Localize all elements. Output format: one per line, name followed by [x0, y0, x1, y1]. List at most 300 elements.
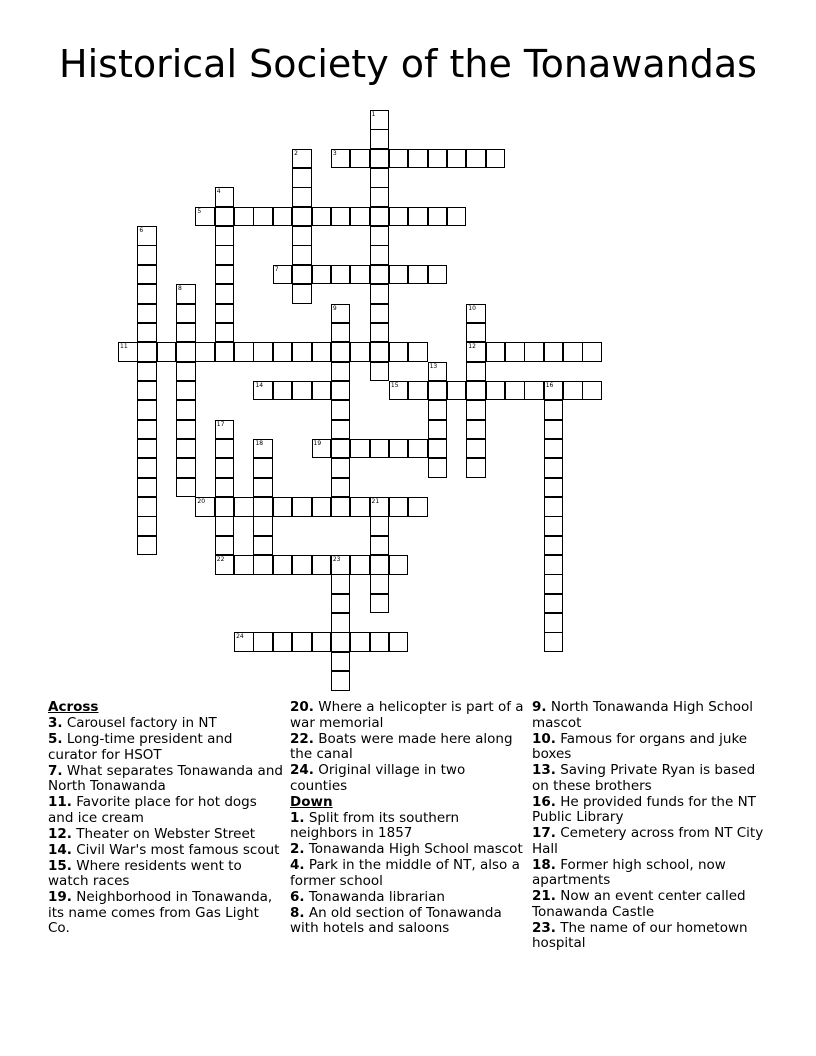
grid-cell[interactable]	[253, 555, 273, 575]
grid-cell[interactable]	[195, 207, 215, 227]
across-clue	[48, 890, 284, 937]
clue-number: 17.	[532, 825, 556, 841]
clue-number: 14.	[48, 841, 72, 858]
clues-column-1	[48, 700, 284, 937]
across-clue	[290, 763, 526, 794]
grid-cell[interactable]	[389, 632, 409, 652]
cell-number: 9	[332, 304, 337, 312]
grid-cell[interactable]	[292, 187, 312, 207]
grid-cell[interactable]	[234, 632, 254, 652]
grid-cell[interactable]	[486, 149, 506, 169]
grid-cell[interactable]	[215, 439, 235, 459]
down-clue	[532, 858, 768, 889]
grid-cell[interactable]	[370, 536, 390, 556]
grid-cell[interactable]	[370, 129, 390, 149]
grid-cell[interactable]	[544, 458, 564, 478]
cell-number: 7	[274, 265, 279, 273]
grid-cell[interactable]	[370, 149, 390, 169]
grid-cell[interactable]	[544, 497, 564, 517]
grid-cell[interactable]	[137, 265, 157, 285]
clue-text: Neighborhood in Tonawanda, its name comes from Gas Light Co.	[48, 889, 273, 936]
grid-cell[interactable]	[486, 342, 506, 362]
grid-cell[interactable]	[176, 323, 196, 343]
grid-cell[interactable]	[273, 207, 293, 227]
grid-cell[interactable]	[253, 458, 273, 478]
grid-cell[interactable]	[350, 265, 370, 285]
grid-cell[interactable]	[505, 381, 525, 401]
down-heading: Down	[290, 793, 333, 810]
grid-cell[interactable]	[544, 516, 564, 536]
grid-cell[interactable]	[370, 516, 390, 536]
grid-cell[interactable]	[408, 497, 428, 517]
grid-cell[interactable]	[137, 245, 157, 265]
clue-number: 10.	[532, 730, 556, 747]
cell-number: 14	[255, 381, 264, 389]
grid-cell[interactable]	[176, 420, 196, 440]
grid-cell[interactable]	[176, 362, 196, 382]
grid-cell[interactable]	[137, 478, 157, 498]
down-clue	[532, 700, 768, 731]
grid-cell[interactable]	[447, 149, 467, 169]
cell-number: 17	[216, 420, 225, 428]
down-clue	[532, 795, 768, 826]
grid-cell[interactable]	[466, 400, 486, 420]
grid-cell[interactable]	[544, 536, 564, 556]
across-clue	[48, 827, 284, 843]
across-clue	[48, 764, 284, 795]
clues-column-2	[290, 700, 526, 937]
grid-cell[interactable]	[466, 381, 486, 401]
grid-cell[interactable]	[331, 304, 351, 324]
grid-cell[interactable]	[215, 304, 235, 324]
cell-number: 5	[197, 207, 202, 215]
grid-cell[interactable]	[331, 574, 351, 594]
down-clue	[290, 858, 526, 889]
grid-cell[interactable]	[350, 342, 370, 362]
grid-cell[interactable]	[370, 284, 390, 304]
grid-cell[interactable]	[292, 342, 312, 362]
clue-number: 8.	[290, 904, 305, 921]
grid-cell[interactable]	[370, 168, 390, 188]
grid-cell[interactable]	[331, 652, 351, 672]
clue-number: 1.	[290, 809, 305, 826]
grid-cell[interactable]	[428, 439, 448, 459]
grid-cell[interactable]	[215, 516, 235, 536]
grid-cell[interactable]	[234, 497, 254, 517]
cell-number: 12	[468, 343, 476, 351]
cell-number: 21	[371, 498, 380, 505]
clue-number: 16.	[532, 793, 556, 810]
grid-cell[interactable]	[370, 323, 390, 343]
grid-cell[interactable]	[370, 362, 390, 382]
grid-cell[interactable]	[253, 536, 273, 556]
grid-cell[interactable]	[331, 555, 351, 575]
grid-cell[interactable]	[350, 497, 370, 517]
across-clue	[48, 843, 284, 859]
across-heading: Across	[48, 699, 99, 715]
clue-text: Where a helicopter is part of a war memorial	[290, 699, 524, 731]
down-clue	[532, 921, 768, 952]
grid-cell[interactable]	[447, 381, 467, 401]
grid-cell[interactable]	[544, 381, 564, 401]
grid-cell[interactable]	[137, 497, 157, 517]
grid-cell[interactable]	[176, 284, 196, 304]
cell-number: 4	[216, 188, 221, 196]
grid-cell[interactable]	[466, 323, 486, 343]
grid-cell[interactable]	[215, 342, 235, 362]
clue-text: Boats were made here along the canal	[290, 730, 513, 762]
grid-cell[interactable]	[582, 342, 602, 362]
grid-cell[interactable]	[389, 207, 409, 227]
grid-cell[interactable]	[215, 536, 235, 556]
grid-cell[interactable]	[389, 149, 409, 169]
grid-cell[interactable]	[389, 265, 409, 285]
grid-cell[interactable]	[195, 497, 215, 517]
clue-text: Where residents went to watch races	[48, 857, 242, 889]
grid-cell[interactable]	[137, 420, 157, 440]
grid-cell[interactable]	[137, 362, 157, 382]
grid-cell[interactable]	[253, 632, 273, 652]
grid-cell[interactable]	[544, 420, 564, 440]
grid-cell[interactable]	[273, 497, 293, 517]
cell-number: 18	[255, 439, 264, 447]
grid-cell[interactable]	[234, 207, 254, 227]
grid-cell[interactable]	[215, 555, 235, 575]
cell-number: 2	[294, 149, 298, 157]
clue-text: Tonawanda High School mascot	[308, 841, 523, 857]
grid-cell[interactable]	[389, 555, 409, 575]
grid-cell[interactable]	[428, 381, 448, 401]
grid-cell[interactable]	[292, 381, 312, 401]
grid-cell[interactable]	[176, 478, 196, 498]
grid-cell[interactable]	[331, 400, 351, 420]
grid-cell[interactable]	[466, 149, 486, 169]
grid-cell[interactable]	[331, 323, 351, 343]
clue-number: 9.	[532, 699, 547, 715]
grid-cell[interactable]	[331, 420, 351, 440]
grid-cell[interactable]	[563, 342, 583, 362]
clue-number: 2.	[290, 841, 305, 857]
grid-cell[interactable]	[466, 420, 486, 440]
grid-cell[interactable]	[118, 342, 138, 362]
grid-cell[interactable]	[331, 207, 351, 227]
grid-cell[interactable]	[292, 265, 312, 285]
grid-cell[interactable]	[408, 207, 428, 227]
grid-cell[interactable]	[292, 245, 312, 265]
grid-cell[interactable]	[215, 284, 235, 304]
grid-cell[interactable]	[544, 632, 564, 652]
grid-cell[interactable]	[408, 381, 428, 401]
grid-cell[interactable]	[253, 381, 273, 401]
cell-number: 3	[332, 149, 337, 157]
grid-cell[interactable]	[370, 632, 390, 652]
grid-cell[interactable]	[215, 458, 235, 478]
grid-cell[interactable]	[215, 420, 235, 440]
grid-cell[interactable]	[331, 497, 351, 517]
grid-cell[interactable]	[466, 439, 486, 459]
grid-cell[interactable]	[137, 381, 157, 401]
grid-cell[interactable]	[215, 497, 235, 517]
grid-cell[interactable]	[370, 574, 390, 594]
grid-cell[interactable]	[389, 439, 409, 459]
grid-cell[interactable]	[312, 439, 332, 459]
grid-cell[interactable]	[544, 594, 564, 614]
grid-cell[interactable]	[466, 362, 486, 382]
grid-cell[interactable]	[370, 265, 390, 285]
grid-cell[interactable]	[273, 342, 293, 362]
clue-text: Favorite place for hot dogs and ice cream	[48, 794, 257, 826]
grid-cell[interactable]	[137, 226, 157, 246]
across-clue	[290, 700, 526, 731]
grid-cell[interactable]	[331, 594, 351, 614]
grid-cell[interactable]	[292, 149, 312, 169]
grid-cell[interactable]	[370, 342, 390, 362]
grid-cell[interactable]	[582, 381, 602, 401]
grid-cell[interactable]	[137, 536, 157, 556]
grid-cell[interactable]	[273, 555, 293, 575]
grid-cell[interactable]	[524, 342, 544, 362]
grid-cell[interactable]	[370, 110, 390, 130]
clue-text: Saving Private Ryan is based on these brothers	[532, 762, 756, 794]
page-title: Historical Society of the Tonawandas	[59, 42, 757, 86]
clue-number: 3.	[48, 715, 63, 731]
clue-number: 19.	[48, 889, 72, 905]
across-clue	[290, 732, 526, 763]
grid-cell[interactable]	[544, 400, 564, 420]
grid-cell[interactable]	[215, 187, 235, 207]
clue-text: Carousel factory in NT	[66, 715, 217, 731]
cell-number: 6	[139, 227, 144, 235]
grid-cell[interactable]	[234, 342, 254, 362]
grid-cell[interactable]	[428, 265, 448, 285]
grid-cell[interactable]	[176, 381, 196, 401]
grid-cell[interactable]	[370, 187, 390, 207]
clue-number: 11.	[48, 794, 72, 810]
grid-cell[interactable]	[544, 439, 564, 459]
grid-cell[interactable]	[253, 516, 273, 536]
grid-cell[interactable]	[137, 439, 157, 459]
cell-number: 10	[468, 304, 476, 312]
clue-number: 18.	[532, 856, 556, 873]
clue-text: He provided funds for the NT Public Library	[532, 793, 756, 825]
grid-cell[interactable]	[350, 207, 370, 227]
grid-cell[interactable]	[350, 149, 370, 169]
grid-cell[interactable]	[253, 439, 273, 459]
cell-number: 24	[236, 633, 244, 641]
grid-cell[interactable]	[331, 381, 351, 401]
grid-cell[interactable]	[331, 632, 351, 652]
grid-cell[interactable]	[370, 555, 390, 575]
across-clue	[48, 795, 284, 826]
cell-number: 20	[197, 498, 206, 505]
grid-cell[interactable]	[408, 342, 428, 362]
clue-text: Original village in two counties	[290, 762, 466, 794]
cell-number: 11	[120, 343, 128, 351]
grid-cell[interactable]	[408, 265, 428, 285]
clue-number: 20.	[290, 699, 314, 715]
across-clue	[48, 859, 284, 890]
grid-cell[interactable]	[137, 342, 157, 362]
grid-cell[interactable]	[176, 400, 196, 420]
grid-cell[interactable]	[466, 458, 486, 478]
grid-cell[interactable]	[312, 342, 332, 362]
grid-cell[interactable]	[292, 226, 312, 246]
grid-cell[interactable]	[563, 381, 583, 401]
grid-cell[interactable]	[389, 381, 409, 401]
clue-number: 12.	[48, 825, 72, 842]
grid-cell[interactable]	[292, 168, 312, 188]
cell-number: 23	[332, 556, 341, 564]
grid-cell[interactable]	[370, 594, 390, 614]
clue-text: An old section of Tonawanda with hotels and saloons	[290, 904, 502, 936]
clue-text: Former high school, now apartments	[532, 856, 726, 888]
grid-cell[interactable]	[137, 400, 157, 420]
grid-cell[interactable]	[253, 497, 273, 517]
grid-cell[interactable]	[331, 478, 351, 498]
grid-cell[interactable]	[486, 381, 506, 401]
cell-number: 1	[371, 111, 376, 118]
clue-text: Tonawanda librarian	[308, 888, 445, 905]
grid-cell[interactable]	[370, 304, 390, 324]
grid-cell[interactable]	[312, 381, 332, 401]
grid-cell[interactable]	[292, 555, 312, 575]
clue-text: Cemetery across from NT City Hall	[532, 825, 764, 857]
grid-cell[interactable]	[215, 265, 235, 285]
grid-cell[interactable]	[137, 323, 157, 343]
grid-cell[interactable]	[312, 632, 332, 652]
grid-cell[interactable]	[544, 342, 564, 362]
grid-cell[interactable]	[544, 555, 564, 575]
down-clue	[290, 890, 526, 906]
clue-text: Now an event center called Tonawanda Castle	[532, 888, 746, 920]
grid-cell[interactable]	[389, 342, 409, 362]
grid-cell[interactable]	[137, 304, 157, 324]
grid-cell[interactable]	[273, 381, 293, 401]
grid-cell[interactable]	[428, 458, 448, 478]
grid-cell[interactable]	[176, 342, 196, 362]
clue-text: Split from its southern neighbors in 1857	[290, 809, 460, 841]
grid-cell[interactable]	[312, 265, 332, 285]
clue-number: 23.	[532, 919, 556, 936]
grid-cell[interactable]	[292, 284, 312, 304]
grid-cell[interactable]	[312, 555, 332, 575]
grid-cell[interactable]	[408, 149, 428, 169]
grid-cell[interactable]	[331, 362, 351, 382]
grid-cell[interactable]	[350, 555, 370, 575]
cell-number: 16	[545, 381, 554, 389]
grid-cell[interactable]	[408, 439, 428, 459]
grid-cell[interactable]	[137, 516, 157, 536]
down-clue	[532, 826, 768, 857]
grid-cell[interactable]	[273, 632, 293, 652]
grid-cell[interactable]	[428, 149, 448, 169]
clue-number: 7.	[48, 762, 63, 779]
grid-cell[interactable]	[215, 207, 235, 227]
grid-cell[interactable]	[544, 478, 564, 498]
grid-cell[interactable]	[331, 458, 351, 478]
grid-cell[interactable]	[447, 207, 467, 227]
clue-number: 21.	[532, 888, 556, 904]
grid-cell[interactable]	[370, 226, 390, 246]
grid-cell[interactable]	[331, 149, 351, 169]
clue-number: 4.	[290, 857, 305, 873]
clue-text: The name of our hometown hospital	[532, 919, 748, 951]
clues-column-3	[532, 700, 768, 952]
grid-cell[interactable]	[370, 497, 390, 517]
cell-number: 13	[429, 362, 438, 370]
grid-cell[interactable]	[544, 574, 564, 594]
grid-cell[interactable]	[466, 304, 486, 324]
clue-text: North Tonawanda High School mascot	[532, 699, 754, 731]
across-clue	[48, 732, 284, 763]
grid-cell[interactable]	[331, 671, 351, 691]
grid-cell[interactable]	[215, 478, 235, 498]
clue-text: Park in the middle of NT, also a former school	[290, 857, 520, 889]
grid-cell[interactable]	[292, 632, 312, 652]
grid-cell[interactable]	[215, 226, 235, 246]
grid-cell[interactable]	[428, 420, 448, 440]
grid-cell[interactable]	[331, 439, 351, 459]
grid-cell[interactable]	[137, 458, 157, 478]
grid-cell[interactable]	[253, 207, 273, 227]
down-clue	[290, 906, 526, 937]
grid-cell[interactable]	[370, 439, 390, 459]
grid-cell[interactable]	[253, 342, 273, 362]
grid-cell[interactable]	[292, 207, 312, 227]
down-clue	[290, 811, 526, 842]
down-clue	[532, 763, 768, 794]
grid-cell[interactable]	[505, 342, 525, 362]
clue-number: 5.	[48, 731, 63, 747]
grid-cell[interactable]	[176, 458, 196, 478]
cell-number: 15	[390, 381, 399, 389]
grid-cell[interactable]	[312, 497, 332, 517]
grid-cell[interactable]	[137, 284, 157, 304]
grid-cell[interactable]	[370, 245, 390, 265]
clue-number: 24.	[290, 762, 314, 778]
grid-cell[interactable]	[331, 265, 351, 285]
grid-cell[interactable]	[331, 613, 351, 633]
grid-cell[interactable]	[215, 245, 235, 265]
grid-cell[interactable]	[253, 478, 273, 498]
grid-cell[interactable]	[292, 497, 312, 517]
grid-cell[interactable]	[428, 400, 448, 420]
grid-cell[interactable]	[273, 265, 293, 285]
grid-cell[interactable]	[234, 555, 254, 575]
grid-cell[interactable]	[544, 613, 564, 633]
grid-cell[interactable]	[350, 632, 370, 652]
grid-cell[interactable]	[331, 342, 351, 362]
clue-text: Civil War's most famous scout	[76, 841, 280, 858]
grid-cell[interactable]	[312, 207, 332, 227]
grid-cell[interactable]	[389, 497, 409, 517]
grid-cell[interactable]	[428, 207, 448, 227]
grid-cell[interactable]	[176, 439, 196, 459]
grid-cell[interactable]	[195, 342, 215, 362]
grid-cell[interactable]	[157, 342, 177, 362]
grid-cell[interactable]	[370, 207, 390, 227]
cell-number: 22	[216, 556, 225, 564]
grid-cell[interactable]	[524, 381, 544, 401]
grid-cell[interactable]	[350, 439, 370, 459]
grid-cell[interactable]	[428, 362, 448, 382]
grid-cell[interactable]	[466, 342, 486, 362]
clue-text: Theater on Webster Street	[76, 825, 256, 842]
clue-text: Long-time president and curator for HSOT	[48, 731, 233, 763]
clue-number: 15.	[48, 857, 72, 874]
grid-cell[interactable]	[215, 323, 235, 343]
grid-cell[interactable]	[176, 304, 196, 324]
